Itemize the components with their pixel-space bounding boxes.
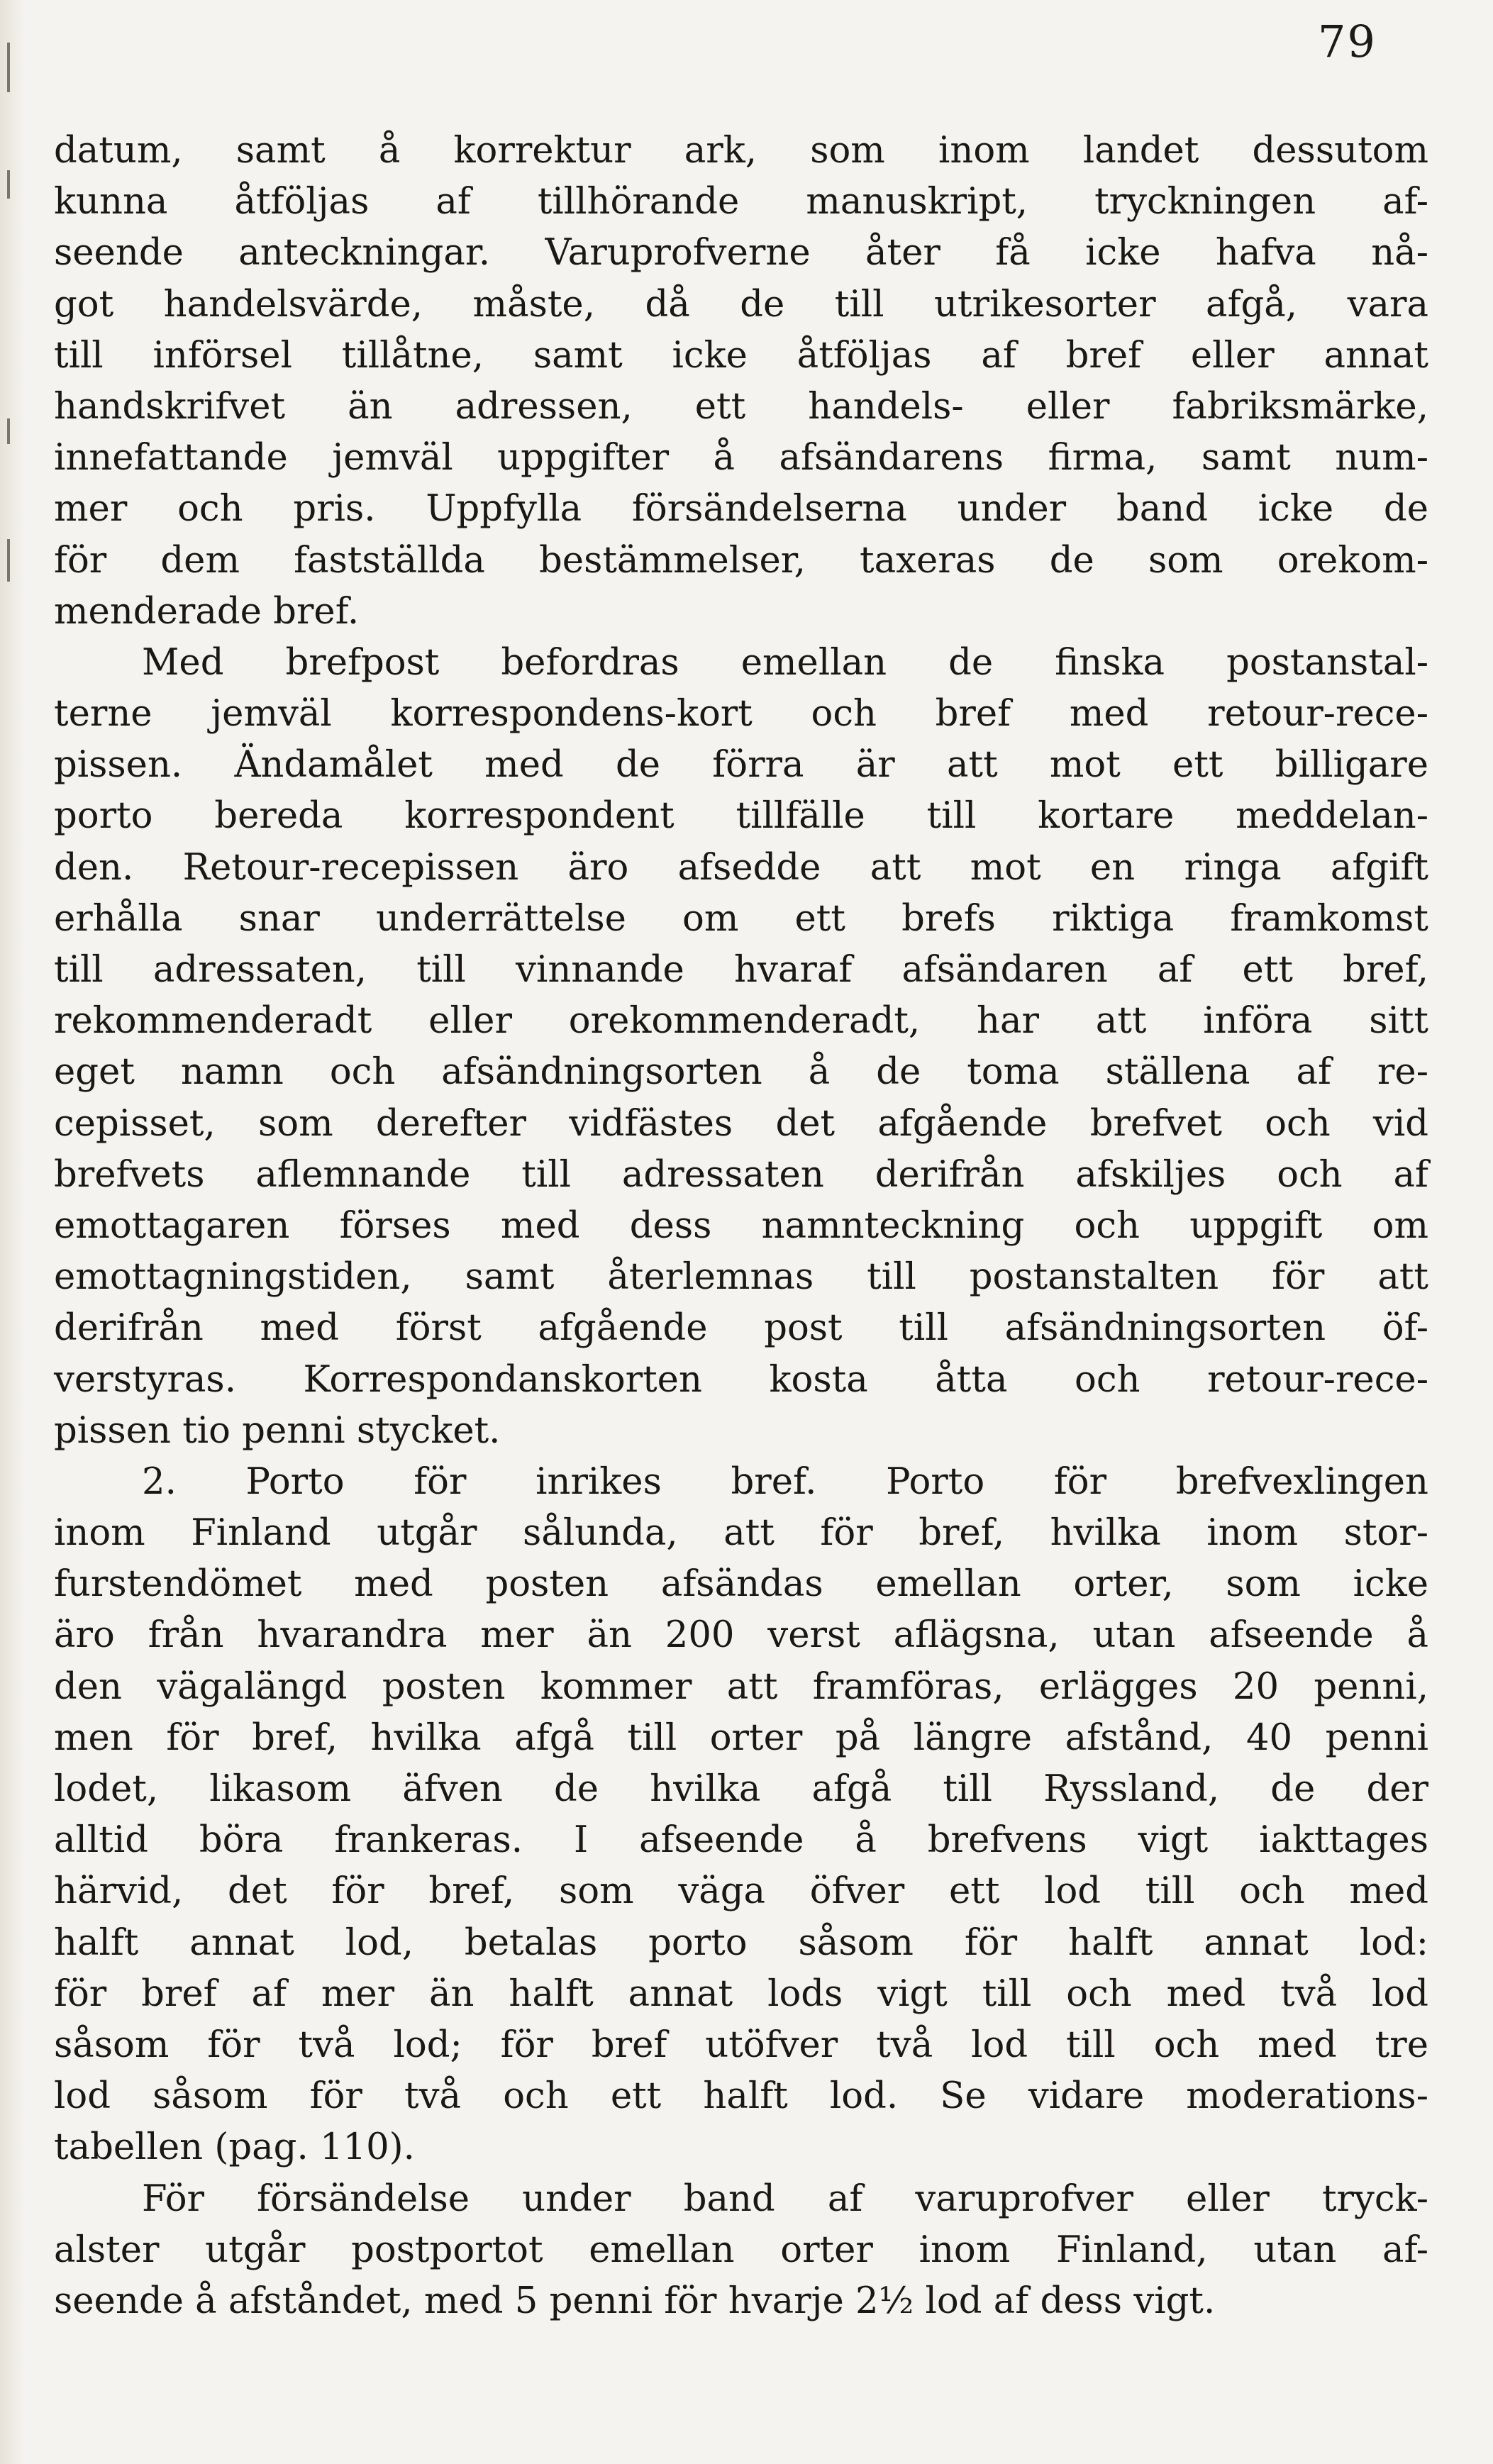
- text-line: till adressaten, till vinnande hvaraf afsändaren af ett bref,: [54, 948, 1428, 991]
- binding-mark: [7, 170, 10, 199]
- text-line: rekommenderadt eller orekommenderadt, har att införa sitt: [54, 999, 1428, 1043]
- text-line: pissen tio penni stycket.: [54, 1409, 501, 1452]
- text-line: seende å afståndet, med 5 penni för hvarje 2½ lod af dess vigt.: [54, 2279, 1216, 2322]
- text-line: äro från hvarandra mer än 200 verst aflägsna, utan afseende å: [54, 1614, 1428, 1657]
- binding-mark: [7, 43, 10, 92]
- text-line: datum, samt å korrektur ark, som inom landet dessutom: [54, 129, 1428, 172]
- text-line: emottagaren förses med dess namnteckning och uppgift om: [54, 1204, 1428, 1247]
- text-line: men för bref, hvilka afgå till orter på längre afstånd, 40 penni: [54, 1716, 1428, 1759]
- text-line: brefvets aflemnande till adressaten derifrån afskiljes och af: [54, 1153, 1428, 1196]
- text-line: för bref af mer än halft annat lods vigt till och med två lod: [54, 1972, 1428, 2015]
- text-line: Med brefpost befordras emellan de finska postanstal-: [142, 640, 1428, 684]
- text-line: inom Finland utgår sålunda, att för bref, hvilka inom stor-: [54, 1511, 1428, 1555]
- text-line: erhålla snar underrättelse om ett brefs riktiga framkomst: [54, 897, 1428, 940]
- text-line: innefattande jemväl uppgifter å afsändarens firma, samt num-: [54, 436, 1428, 479]
- text-line: mer och pris. Uppfylla försändelserna under band icke de: [54, 487, 1428, 531]
- text-line: kunna åtföljas af tillhörande manuskript, tryckningen af-: [54, 180, 1428, 223]
- text-line: handskrifvet än adressen, ett handels- eller fabriksmärke,: [54, 384, 1428, 428]
- text-line: derifrån med först afgående post till afsändningsorten öf-: [54, 1306, 1428, 1350]
- text-line: alltid böra frankeras. I afseende å brefvens vigt iakttages: [54, 1819, 1428, 1862]
- text-line: cepisset, som derefter vidfästes det afgående brefvet och vid: [54, 1101, 1428, 1145]
- text-line: lodet, likasom äfven de hvilka afgå till Ryssland, de der: [54, 1767, 1428, 1810]
- text-line: menderade bref.: [54, 589, 360, 633]
- page-binding-edge: [0, 0, 24, 2464]
- text-line: pissen. Ändamålet med de förra är att mot ett billigare: [54, 743, 1428, 787]
- text-line: 2. Porto för inrikes bref. Porto för brefvexlingen: [142, 1460, 1428, 1503]
- page-number: 79: [1318, 16, 1377, 67]
- text-line: För försändelse under band af varuprofver eller tryck-: [142, 2177, 1428, 2220]
- text-line: got handelsvärde, måste, då de till utrikesorter afgå, vara: [54, 282, 1428, 326]
- text-line: halft annat lod, betalas porto såsom för halft annat lod:: [54, 1921, 1428, 1964]
- text-line: porto bereda korrespondent tillfälle till kortare meddelan-: [54, 794, 1428, 838]
- text-line: emottagningstiden, samt återlemnas till postanstalten för att: [54, 1255, 1428, 1299]
- text-line: furstendömet med posten afsändas emellan orter, som icke: [54, 1563, 1428, 1606]
- text-line: den vägalängd posten kommer att framföras, erlägges 20 penni,: [54, 1665, 1428, 1708]
- text-line: alster utgår postportot emellan orter inom Finland, utan af-: [54, 2228, 1428, 2271]
- text-line: den. Retour-recepissen äro afsedde att mot en ringa afgift: [54, 845, 1428, 889]
- text-line: verstyras. Korrespondanskorten kosta åtta och retour-rece-: [54, 1358, 1428, 1401]
- text-line: eget namn och afsändningsorten å de toma ställena af re-: [54, 1050, 1428, 1094]
- binding-mark: [7, 418, 10, 444]
- text-line: såsom för två lod; för bref utöfver två lod till och med tre: [54, 2023, 1428, 2066]
- text-line: för dem fastställda bestämmelser, taxeras de som orekom-: [54, 538, 1428, 582]
- text-line: terne jemväl korrespondens-kort och bref med retour-rece-: [54, 692, 1428, 736]
- text-line: tabellen (pag. 110).: [54, 2126, 415, 2169]
- text-line: till införsel tillåtne, samt icke åtföljas af bref eller annat: [54, 333, 1428, 377]
- body-text: [54, 125, 1428, 2326]
- text-line: seende anteckningar. Varuprofverne åter få icke hafva nå-: [54, 231, 1428, 274]
- binding-mark: [7, 539, 10, 582]
- text-line: lod såsom för två och ett halft lod. Se vidare moderations-: [54, 2075, 1428, 2118]
- text-line: härvid, det för bref, som väga öfver ett lod till och med: [54, 1870, 1428, 1913]
